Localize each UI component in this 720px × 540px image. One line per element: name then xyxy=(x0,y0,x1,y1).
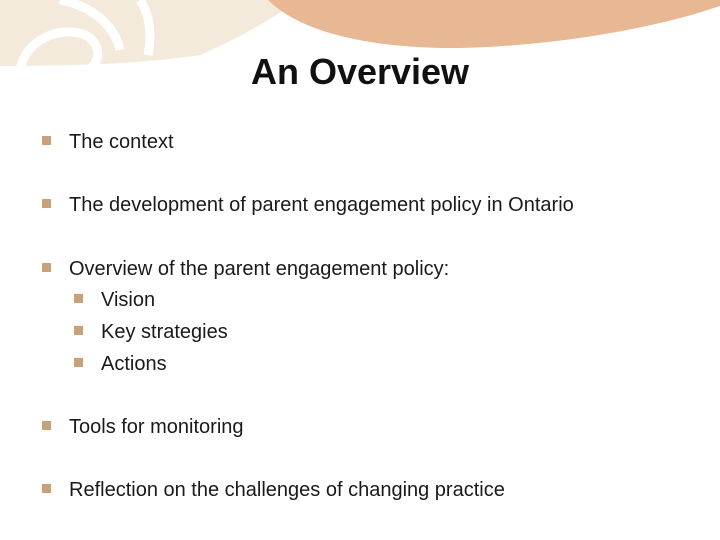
bullet-text: Actions xyxy=(101,353,167,375)
square-bullet-icon xyxy=(42,263,51,272)
bullet-text: The context xyxy=(69,131,174,153)
bullet-text: Tools for monitoring xyxy=(69,416,244,438)
bullet-text: Reflection on the challenges of changing practice xyxy=(69,479,505,501)
square-bullet-icon xyxy=(74,358,83,367)
orange-arc xyxy=(268,0,720,48)
bullet-text: Vision xyxy=(101,289,156,311)
bullet-item-development xyxy=(42,192,574,218)
bullet-item-reflection xyxy=(42,477,505,503)
bullet-text: Key strategies xyxy=(101,321,228,343)
square-bullet-icon xyxy=(74,326,83,335)
square-bullet-icon xyxy=(74,294,83,303)
bullet-item-tools xyxy=(42,414,244,440)
square-bullet-icon xyxy=(42,199,51,208)
bullet-item-overview xyxy=(42,256,449,282)
square-bullet-icon xyxy=(42,484,51,493)
sub-bullet-item-vision xyxy=(74,287,155,313)
sub-bullet-item-strategies xyxy=(74,319,228,345)
bullet-text: The development of parent engagement policy in Ontario xyxy=(69,194,574,216)
square-bullet-icon xyxy=(42,421,51,430)
square-bullet-icon xyxy=(42,136,51,145)
sub-bullet-item-actions xyxy=(74,351,167,377)
bullet-item-context xyxy=(42,129,174,155)
slide-title: An Overview xyxy=(250,51,470,92)
bullet-text: Overview of the parent engagement policy: xyxy=(69,258,450,280)
